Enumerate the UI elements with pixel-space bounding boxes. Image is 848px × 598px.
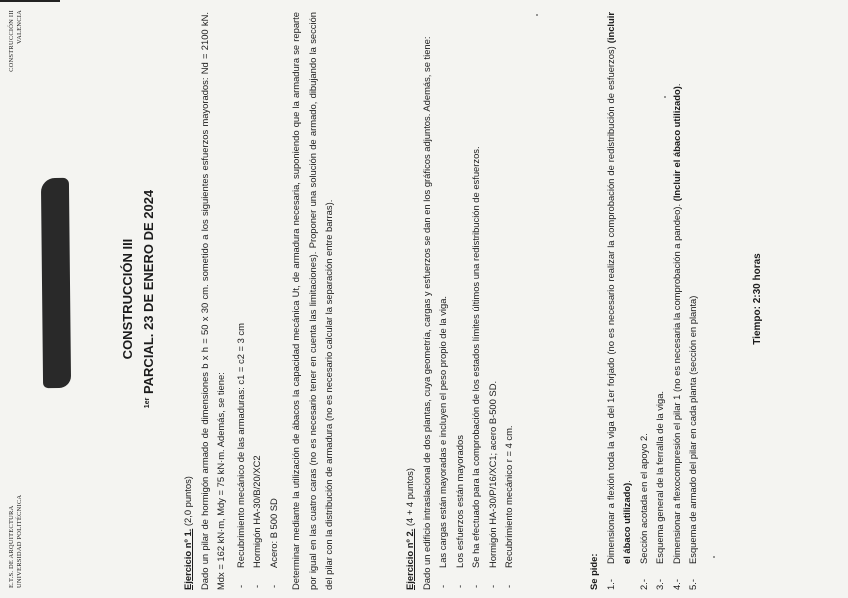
course-name: CONSTRUCCIÓN III bbox=[8, 10, 15, 72]
city-name: VALENCIA bbox=[16, 10, 23, 44]
requirements-list bbox=[603, 12, 702, 590]
list-item: - Se ha efectuado para la comprobación de los estados límites últimos una redistribución de esfuerzos. bbox=[468, 12, 485, 590]
list-item: - Los esfuerzos están mayorados bbox=[452, 12, 469, 590]
list-item: - Acero: B 500 SD bbox=[266, 12, 283, 590]
exercise-2-data-list bbox=[435, 12, 518, 590]
requirements bbox=[586, 12, 702, 590]
list-item: 5.- Esquema de armado del pilar en cada planta (sección en planta) bbox=[687, 295, 698, 590]
school-header bbox=[8, 495, 24, 588]
list-item: 1.- Dimensionar a flexión toda la viga del 1er forjado (no es necesario realizar la comprobación de redistribución de esfuerzos) (incluir el ábaco utilizado). bbox=[604, 12, 632, 590]
exam-title: CONSTRUCCIÓN III bbox=[120, 238, 135, 360]
list-item: - Hormigón HA-30/B/20/XC2 bbox=[249, 12, 266, 590]
list-item: 4.- Dimensionar a flexocompresión el pilar 1 (no es necesaria la comprobación a pandeo). (Incluir el ábaco utilizado). bbox=[670, 83, 682, 590]
exercise-1-intro: Dado un pilar de hormigón armado de dimensiones b x h = 50 x 30 cm. sometido a los siguientes esfuerzos mayorados: Nd = 2100 kN. Mdx = 162 kN·m, Mdy = 75 kN·m. Además, se tiene: bbox=[198, 12, 226, 590]
exercise-1 bbox=[180, 12, 338, 590]
exercise-2-heading: Ejercicio nº 2. (4 + 4 puntos) bbox=[404, 468, 415, 590]
redacted-logo bbox=[41, 178, 71, 388]
exercise-1-heading: Ejercicio nº 1. (2,0 puntos) bbox=[182, 476, 193, 590]
exercise-1-task: Determinar mediante la utilización de ábacos la capacidad mecánica Ut, de armadura necesaria, suponiendo que la armadura se reparte por igual en las cuatro caras (no es necesario tener en cuenta las limitaciones). Proponer una solución de armado, dibujando la sección del pilar con la distribución de armadura (no es necesario calcular la separación entre barras). bbox=[290, 12, 334, 590]
university-name: UNIVERSIDAD POLITÉCNICA bbox=[16, 494, 23, 588]
exam-subtitle: $^{1er}$ PARCIAL. 23 DE ENERO DE 2024 bbox=[141, 189, 156, 409]
exercise-1-data-list bbox=[233, 12, 283, 590]
requirements-heading: Se pide: bbox=[588, 553, 599, 590]
list-item: - Recubrimiento mecánico r = 4 cm. bbox=[501, 12, 518, 590]
course-header bbox=[8, 10, 24, 72]
list-item: 2.- Sección acotada en el apoyo 2. bbox=[637, 433, 649, 590]
list-item: - Hormigón HA-30/P/16/XC1; acero B-500 SD. bbox=[485, 12, 502, 590]
school-name: E.T.S. DE ARQUITECTURA bbox=[8, 505, 15, 588]
list-item: - Recubrimiento mecánico de las armaduras: c1 = c2 = 3 cm bbox=[233, 12, 250, 590]
exercise-2-intro: Dado un edificio intraslacional de dos plantas, cuya geometría, cargas y esfuerzos se dan en los gráficos adjuntos. Además, se tiene: bbox=[420, 36, 432, 590]
list-item: 3.- Esquema general de la ferralla de la viga. bbox=[654, 390, 665, 590]
list-item: - Las cargas están mayoradas e incluyen el peso propio de la viga. bbox=[435, 12, 452, 590]
time-allowed: Tiempo: 2:30 horas bbox=[752, 253, 763, 345]
exercise-2 bbox=[402, 12, 518, 590]
